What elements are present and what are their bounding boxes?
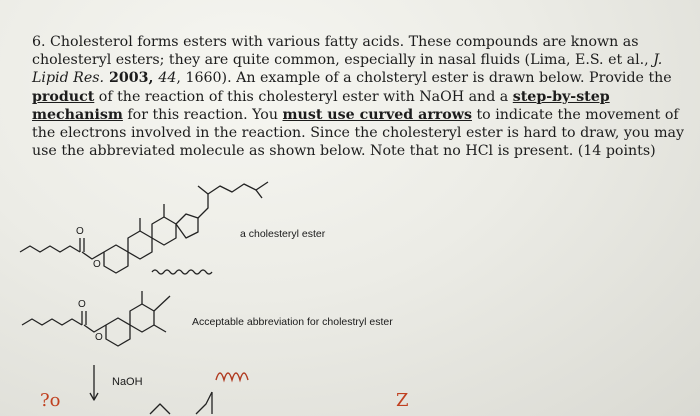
ring-a [104, 245, 128, 273]
abbrev-ester-oxygen-label: O [95, 332, 103, 343]
reagent-label: NaOH [112, 376, 143, 388]
abbrev-fatty-chain [22, 319, 82, 325]
ring-c [152, 217, 176, 245]
curved-arrows-emphasis: must use curved arrows [282, 107, 472, 123]
abbrev-wavy-bond [152, 270, 212, 274]
question-line-4: product of the reaction of this cholesteryl ester with NaOH and a step-by-step [32, 89, 610, 105]
handwritten-mark-right: Z [396, 390, 409, 411]
cholesteryl-ester-label: a cholesteryl ester [240, 228, 326, 240]
ester-fatty-chain [20, 246, 80, 252]
ester-oxygen-label: O [93, 259, 101, 270]
question-line-5: mechanism for this reaction. You must use curved arrows to indicate the movement of [32, 107, 679, 123]
step-by-step-emphasis: step-by-step [512, 89, 610, 105]
abbrev-ring-b [130, 304, 154, 332]
question-line-2: cholesteryl esters; they are quite common, especially in nasal fluids (Lima, E.S. et al., J. [32, 52, 663, 68]
product-emphasis: product [32, 89, 95, 105]
abbrev-ring-a [106, 318, 130, 346]
question-line-3: Lipid Res. 2003, 44, 1660). An example of a cholsteryl ester is drawn below. Provide the [32, 70, 672, 86]
abbrev-carbonyl-oxygen-label: O [78, 299, 86, 310]
question-line-1: 6. Cholesterol forms esters with various fatty acids. These compounds are known as [32, 34, 639, 50]
question-line-6: the electrons involved in the reaction. Since the cholesteryl ester is hard to draw, you may [32, 125, 685, 141]
abbreviation-label: Acceptable abbreviation for cholestryl ester [192, 316, 393, 328]
ester-side-chain [198, 182, 268, 218]
handwritten-mark-left: ?o [40, 390, 61, 411]
ring-b [128, 231, 152, 259]
carbonyl-oxygen-label: O [76, 226, 84, 237]
handwritten-scribble [216, 373, 248, 380]
ring-d [176, 214, 198, 238]
question-line-7: use the abbreviated molecule as shown below. Note that no HCl is present. (14 points) [32, 143, 656, 159]
mechanism-emphasis: mechanism [32, 107, 123, 123]
